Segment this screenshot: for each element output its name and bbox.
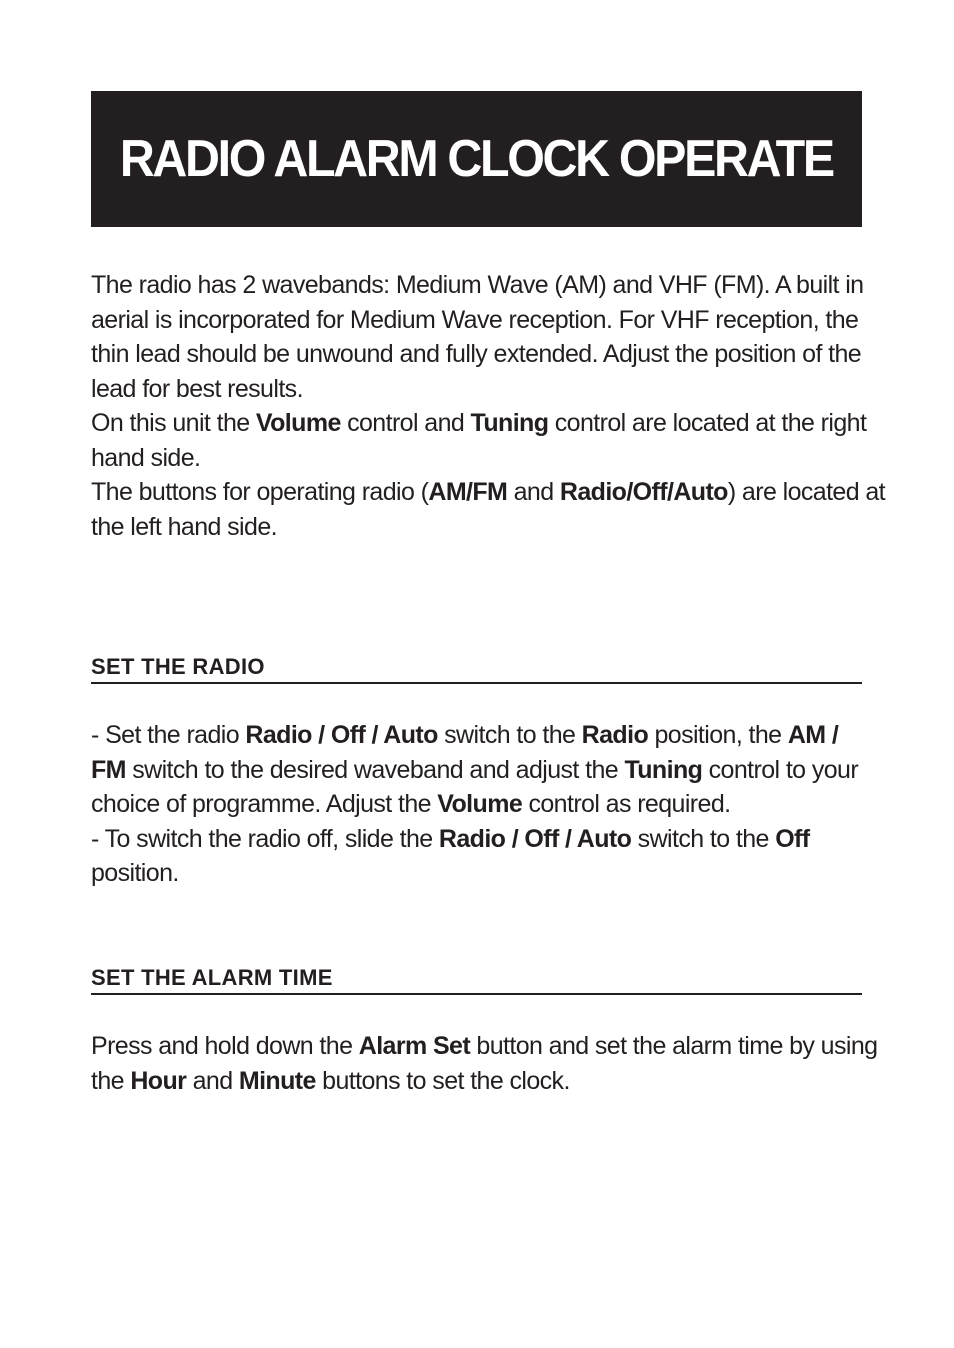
set-alarm-line-1 <box>91 1029 878 1064</box>
set-radio-line-4 <box>91 822 866 857</box>
set-alarm-text: the <box>91 1066 131 1095</box>
set-radio-text: position, the <box>648 721 788 749</box>
intro-line-1: The radio has 2 wavebands: Medium Wave (AM) and VHF (FM). A built in <box>91 271 864 299</box>
intro-line-2: aerial is incorporated for Medium Wave reception. For VHF reception, the <box>91 305 859 334</box>
intro-line-8: the left hand side. <box>91 512 277 541</box>
term-tuning: Tuning <box>624 755 703 784</box>
intro-line-4: lead for best results. <box>91 374 303 403</box>
term-radio-off-auto: Radio / Off / Auto <box>438 824 632 853</box>
term-radio-off-auto: Radio/Off/Auto <box>559 478 728 506</box>
intro-text: The buttons for operating radio ( <box>91 478 429 506</box>
term-am-fm: FM <box>91 755 126 784</box>
term-radio-off-auto: Radio / Off / Auto <box>245 721 438 749</box>
page-title: RADIO ALARM CLOCK OPERATE <box>120 130 833 188</box>
set-radio-text: - Set the radio <box>91 721 246 749</box>
term-alarm-set: Alarm Set <box>358 1032 471 1060</box>
intro-text: control are located at the right <box>548 409 867 437</box>
intro-text: control and <box>340 409 471 437</box>
intro-text: and <box>507 478 560 506</box>
set-radio-text: control to your <box>702 755 859 784</box>
title-banner <box>91 91 862 227</box>
intro-text: ) are located at <box>727 478 886 506</box>
set-radio-text: choice of programme. Adjust the <box>91 790 438 818</box>
set-radio-text: - To switch the radio off, slide the <box>91 824 439 853</box>
intro-paragraph <box>91 268 886 544</box>
set-alarm-line-2 <box>91 1064 866 1099</box>
term-minute: Minute <box>238 1066 316 1095</box>
set-radio-text: control as required. <box>522 790 731 818</box>
set-alarm-heading: SET THE ALARM TIME <box>91 965 862 995</box>
set-radio-line-2 <box>91 753 866 788</box>
set-radio-text: switch to the <box>631 824 776 853</box>
intro-line-5 <box>91 406 866 441</box>
set-alarm-text: Press and hold down the <box>91 1032 359 1060</box>
term-off: Off <box>775 824 810 853</box>
set-radio-heading: SET THE RADIO <box>91 654 862 684</box>
set-radio-text: switch to the desired waveband and adjust the <box>125 755 625 784</box>
term-volume: Volume <box>255 409 341 437</box>
term-tuning: Tuning <box>470 409 549 437</box>
set-alarm-text: buttons to set the clock. <box>315 1066 570 1095</box>
set-radio-text: switch to the <box>437 721 582 749</box>
intro-line-6: hand side. <box>91 443 201 472</box>
set-alarm-text: button and set the alarm time by using <box>470 1032 878 1060</box>
set-radio-line-5: position. <box>91 859 179 887</box>
term-radio: Radio <box>581 721 649 749</box>
term-volume: Volume <box>437 790 523 818</box>
term-am-fm: AM / <box>787 721 839 749</box>
term-am-fm: AM/FM <box>428 478 508 506</box>
intro-line-7 <box>91 475 886 510</box>
set-radio-paragraph <box>91 718 866 891</box>
set-alarm-paragraph <box>91 1029 878 1098</box>
set-alarm-text: and <box>186 1066 239 1095</box>
intro-line-3: thin lead should be unwound and fully extended. Adjust the position of the <box>91 340 862 368</box>
set-radio-line-1 <box>91 718 866 753</box>
intro-text: On this unit the <box>91 409 256 437</box>
term-hour: Hour <box>130 1066 187 1095</box>
set-radio-line-3 <box>91 787 866 822</box>
